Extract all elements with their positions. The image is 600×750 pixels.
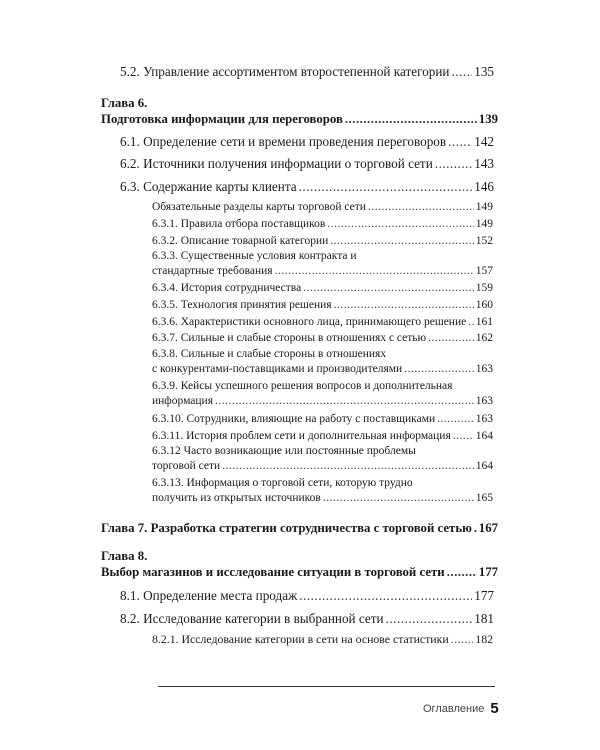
leader-dots bbox=[345, 113, 477, 126]
leader-dots bbox=[468, 317, 474, 329]
toc-page-number: 164 bbox=[475, 459, 493, 472]
toc-page-number: 149 bbox=[475, 218, 493, 230]
toc-page-number: 161 bbox=[475, 316, 493, 328]
leader-dots bbox=[386, 612, 473, 625]
toc-entry-title: Обязательные разделы карты торговой сети bbox=[152, 201, 366, 213]
toc-chapter-7 bbox=[101, 522, 498, 535]
toc-entry-title: 6.3.11. История проблем сети и дополнительная информация bbox=[152, 430, 451, 442]
leader-dots bbox=[447, 566, 477, 579]
toc-entry-title-line1: 6.3.9. Кейсы успешного решения вопросов и дополнительная bbox=[152, 380, 453, 392]
leader-dots bbox=[474, 522, 477, 535]
leader-dots bbox=[368, 202, 474, 214]
toc-entry-6-3-10 bbox=[152, 414, 493, 426]
leader-dots bbox=[299, 180, 473, 193]
toc-entry-title: стандартные требования bbox=[152, 264, 273, 277]
toc-entry-title: 6.3.7. Сильные и слабые стороны в отношениях с сетью bbox=[152, 332, 427, 344]
toc-page-number: 160 bbox=[475, 299, 493, 311]
toc-entry-6-3-2 bbox=[152, 236, 493, 248]
toc-page-number: 181 bbox=[474, 611, 494, 626]
toc-entry-title: 8.1. Определение места продаж bbox=[120, 588, 298, 603]
toc-entry-title: 6.3.1. Правила отбора поставщиков bbox=[152, 218, 326, 230]
toc-entry-title: торговой сети bbox=[152, 459, 221, 472]
toc-chapter-6 bbox=[101, 97, 498, 126]
leader-dots bbox=[451, 634, 474, 646]
toc-page-number: 146 bbox=[474, 179, 494, 194]
toc-entry-8-1 bbox=[120, 589, 494, 602]
toc-entry-6-3-3 bbox=[152, 251, 493, 277]
toc-entry-required-sections bbox=[152, 202, 493, 214]
toc-entry-title: 6.3.10. Сотрудники, влияющие на работу с поставщиками bbox=[152, 413, 436, 425]
toc-entry-title: 6.3.6. Характеристики основного лица, принимающего решение bbox=[152, 316, 467, 328]
leader-dots bbox=[327, 219, 473, 231]
toc-entry-6-3-8 bbox=[152, 349, 493, 375]
toc-page-number: 157 bbox=[475, 264, 493, 277]
toc-page-number: 142 bbox=[474, 134, 494, 149]
toc-entry-title-line1: 6.3.8. Сильные и слабые стороны в отношениях bbox=[152, 348, 387, 360]
toc-entry-title: 6.2. Источники получения информации о торговой сети bbox=[120, 156, 433, 171]
leader-dots bbox=[299, 589, 472, 602]
chapter-label: Глава 8. bbox=[101, 549, 148, 563]
leader-dots bbox=[428, 333, 474, 345]
chapter-title: Выбор магазинов и исследование ситуации в торговой сети bbox=[101, 564, 445, 579]
toc-page-number: 135 bbox=[474, 64, 494, 79]
toc-entry-6-3-6 bbox=[152, 317, 493, 329]
toc-entry-6-3-1 bbox=[152, 219, 493, 231]
toc-page-number: 139 bbox=[478, 111, 498, 126]
toc-entry-6-3-13 bbox=[152, 478, 493, 504]
footer-rule bbox=[158, 686, 495, 687]
toc-entry-6-1 bbox=[120, 135, 494, 148]
toc-page-number: 182 bbox=[475, 632, 493, 646]
toc-page-number: 143 bbox=[474, 156, 494, 171]
leader-dots bbox=[452, 65, 473, 78]
chapter-label: Глава 6. bbox=[101, 96, 148, 110]
toc-entry-title: 5.2. Управление ассортиментом второстепенной категории bbox=[120, 64, 450, 79]
page-footer bbox=[423, 700, 499, 718]
toc-page-number: 162 bbox=[475, 332, 493, 344]
toc-entry-title: 6.3.5. Технология принятия решения bbox=[152, 299, 332, 311]
leader-dots bbox=[303, 283, 474, 295]
toc-entry-title: 6.3. Содержание карты клиента bbox=[120, 179, 297, 194]
toc-entry-title-line1: 6.3.3. Существенные условия контракта и bbox=[152, 250, 357, 262]
leader-dots bbox=[437, 414, 474, 426]
toc-entry-title: с конкурентами-поставщиками и производителями bbox=[152, 362, 403, 375]
toc-page-number: 167 bbox=[478, 521, 498, 535]
toc-entry-6-3-9 bbox=[152, 381, 493, 407]
footer-label: Оглавление bbox=[423, 702, 485, 715]
leader-dots bbox=[435, 157, 472, 170]
leader-dots bbox=[275, 266, 474, 278]
toc-entry-title: получить из открытых источников bbox=[152, 491, 321, 504]
chapter-title: Подготовка информации для переговоров bbox=[101, 111, 343, 126]
leader-dots bbox=[222, 461, 474, 473]
leader-dots bbox=[453, 431, 474, 443]
leader-dots bbox=[215, 396, 474, 408]
toc-entry-6-3-4 bbox=[152, 283, 493, 295]
toc-entry-5-2 bbox=[120, 65, 494, 78]
toc-entry-6-3-12 bbox=[152, 446, 493, 472]
toc-entry-8-2 bbox=[120, 612, 494, 625]
toc-entry-title: 6.1. Определение сети и времени проведения переговоров bbox=[120, 134, 447, 149]
toc-page-number: 177 bbox=[474, 588, 494, 603]
leader-dots bbox=[448, 135, 472, 148]
leader-dots bbox=[323, 493, 474, 505]
toc-entry-title-line1: 6.3.13. Информация о торговой сети, которую трудно bbox=[152, 477, 413, 489]
toc-entry-title: 6.3.2. Описание товарной категории bbox=[152, 235, 329, 247]
toc-entry-6-3-11 bbox=[152, 431, 493, 443]
page-number: 5 bbox=[490, 700, 499, 718]
toc-page-number: 159 bbox=[475, 282, 493, 294]
toc-page-number: 163 bbox=[475, 413, 493, 425]
toc-entry-title: 8.2.1. Исследование категории в сети на основе статистики bbox=[152, 632, 449, 646]
toc-page-number: 149 bbox=[475, 201, 493, 213]
leader-dots bbox=[330, 236, 473, 248]
toc-entry-title: 6.3.4. История сотрудничества bbox=[152, 282, 302, 294]
toc-page-number: 163 bbox=[475, 362, 493, 375]
toc-entry-title-line1: 6.3.12 Часто возникающие или постоянные проблемы bbox=[152, 445, 416, 457]
toc-page-number: 164 bbox=[475, 430, 493, 442]
toc-entry-6-3 bbox=[120, 180, 494, 193]
chapter-title: Глава 7. Разработка стратегии сотрудничества с торговой сетью bbox=[101, 521, 472, 535]
toc-page-number: 177 bbox=[478, 564, 498, 579]
toc-entry-6-3-5 bbox=[152, 300, 493, 312]
leader-dots bbox=[334, 300, 474, 312]
toc-entry-6-2 bbox=[120, 157, 494, 170]
toc-page-number: 163 bbox=[475, 394, 493, 407]
toc-entry-6-3-7 bbox=[152, 333, 493, 345]
toc-entry-title: информация bbox=[152, 394, 213, 407]
toc-entry-title: 8.2. Исследование категории в выбранной сети bbox=[120, 611, 384, 626]
toc-entry-8-2-1 bbox=[152, 634, 493, 646]
toc-page-number: 165 bbox=[475, 491, 493, 504]
toc-page-number: 152 bbox=[475, 235, 493, 247]
toc-chapter-8 bbox=[101, 550, 498, 579]
leader-dots bbox=[404, 364, 474, 376]
